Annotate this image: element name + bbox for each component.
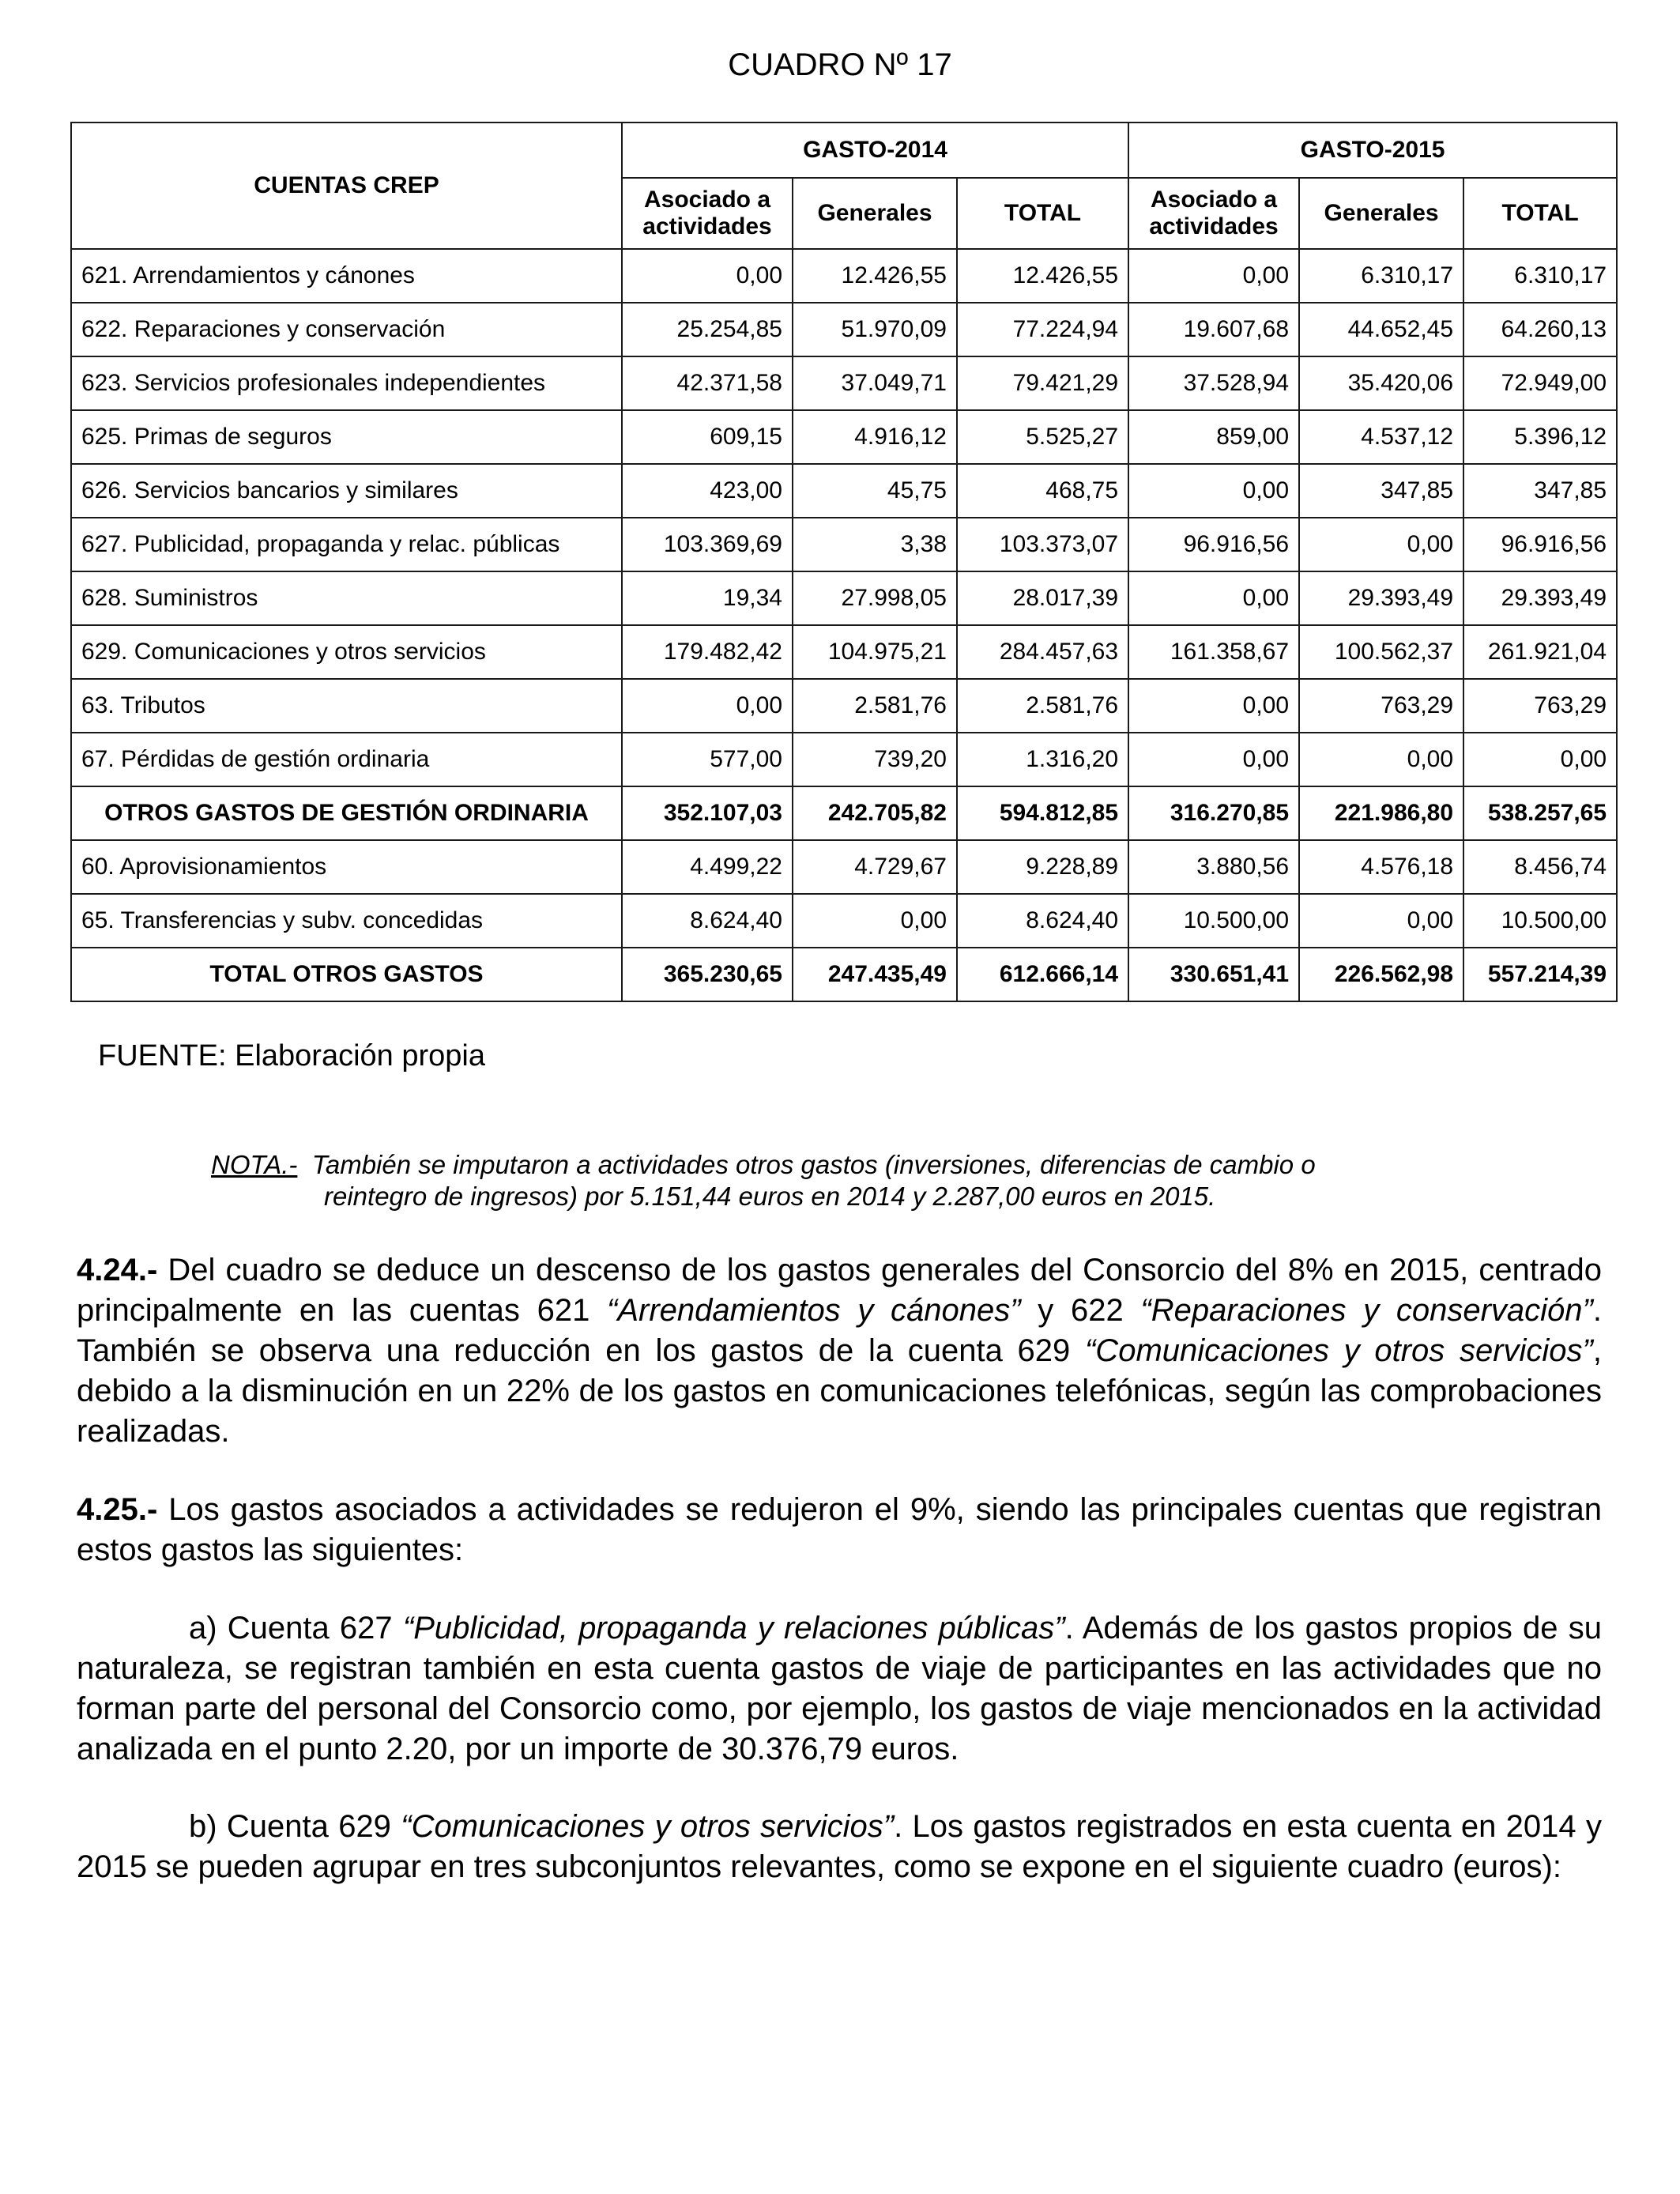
table-row <box>71 679 1617 733</box>
row-value: 161.358,67 <box>1128 625 1299 679</box>
row-value: 352.107,03 <box>622 786 793 840</box>
row-value: 5.396,12 <box>1463 410 1617 464</box>
row-value: 0,00 <box>1128 571 1299 625</box>
paragraph-text: . Además de los gastos propios de su naturaleza, se registran también en esta cuenta gastos de viaje de participantes en las actividades que no forman parte del personal del Consorcio como, por ejemplo, los gastos de viaje mencionados en la actividad analizada en el punto 2.20, por un importe de 30.376,79 euros. <box>77 1611 1602 1766</box>
row-label: OTROS GASTOS DE GESTIÓN ORDINARIA <box>71 786 622 840</box>
row-value: 261.921,04 <box>1463 625 1617 679</box>
row-value: 77.224,94 <box>957 303 1128 356</box>
row-value: 2.581,76 <box>793 679 957 733</box>
row-value: 423,00 <box>622 464 793 518</box>
row-value: 8.624,40 <box>622 894 793 948</box>
row-value: 8.624,40 <box>957 894 1128 948</box>
subheader-associated-2014: Asociado a actividades <box>622 178 793 249</box>
paragraph-number: 4.25.- <box>77 1492 158 1527</box>
row-label: 65. Transferencias y subv. concedidas <box>71 894 622 948</box>
note-label: NOTA.- <box>211 1150 298 1179</box>
row-value: 0,00 <box>1299 894 1463 948</box>
row-value: 6.310,17 <box>1299 249 1463 303</box>
row-value: 100.562,37 <box>1299 625 1463 679</box>
row-value: 27.998,05 <box>793 571 957 625</box>
row-value: 0,00 <box>1299 518 1463 571</box>
row-value: 2.581,76 <box>957 679 1128 733</box>
row-value: 4.916,12 <box>793 410 957 464</box>
table-row <box>71 410 1617 464</box>
row-value: 4.499,22 <box>622 840 793 894</box>
row-value: 0,00 <box>622 249 793 303</box>
row-label: 623. Servicios profesionales independientes <box>71 356 622 410</box>
paragraph-4-25 <box>77 1490 1602 1570</box>
row-value: 10.500,00 <box>1463 894 1617 948</box>
row-value: 763,29 <box>1299 679 1463 733</box>
row-value: 19.607,68 <box>1128 303 1299 356</box>
paragraph-quote: “Publicidad, propaganda y relaciones públicas” <box>402 1611 1065 1646</box>
row-value: 347,85 <box>1463 464 1617 518</box>
row-value: 0,00 <box>622 679 793 733</box>
subheader-total-2014: TOTAL <box>957 178 1128 249</box>
row-value: 103.373,07 <box>957 518 1128 571</box>
table-row <box>71 625 1617 679</box>
subheader-general-2014: Generales <box>793 178 957 249</box>
page-title: CUADRO Nº 17 <box>728 47 952 82</box>
account-column-header: CUENTAS CREP <box>71 123 622 249</box>
group-header-2015: GASTO-2015 <box>1128 123 1617 178</box>
row-label: 628. Suministros <box>71 571 622 625</box>
group-header-2014: GASTO-2014 <box>622 123 1128 178</box>
row-value: 29.393,49 <box>1299 571 1463 625</box>
paragraph-item-a <box>77 1608 1602 1770</box>
row-value: 37.528,94 <box>1128 356 1299 410</box>
source-note: FUENTE: Elaboración propia <box>98 1039 485 1072</box>
row-label: 621. Arrendamientos y cánones <box>71 249 622 303</box>
table-row <box>71 518 1617 571</box>
row-value: 0,00 <box>1128 733 1299 786</box>
table-row <box>71 840 1617 894</box>
table-row <box>71 249 1617 303</box>
row-value: 12.426,55 <box>957 249 1128 303</box>
row-value: 179.482,42 <box>622 625 793 679</box>
row-value: 6.310,17 <box>1463 249 1617 303</box>
row-value: 316.270,85 <box>1128 786 1299 840</box>
paragraph-text: , debido a la disminución en un 22% de los gastos en comunicaciones telefónicas, según las comprobaciones realizadas. <box>77 1333 1602 1449</box>
row-value: 45,75 <box>793 464 957 518</box>
row-value: 226.562,98 <box>1299 948 1463 1001</box>
row-value: 5.525,27 <box>957 410 1128 464</box>
table-row <box>71 571 1617 625</box>
row-value: 29.393,49 <box>1463 571 1617 625</box>
row-value: 538.257,65 <box>1463 786 1617 840</box>
row-value: 42.371,58 <box>622 356 793 410</box>
row-value: 8.456,74 <box>1463 840 1617 894</box>
row-value: 557.214,39 <box>1463 948 1617 1001</box>
paragraph-text: a) Cuenta 627 <box>189 1611 403 1646</box>
row-label: 67. Pérdidas de gestión ordinaria <box>71 733 622 786</box>
row-value: 3.880,56 <box>1128 840 1299 894</box>
table-row <box>71 303 1617 356</box>
row-value: 0,00 <box>1299 733 1463 786</box>
paragraph-number: 4.24.- <box>77 1253 158 1287</box>
table-row <box>71 356 1617 410</box>
subheader-general-2015: Generales <box>1299 178 1463 249</box>
row-value: 25.254,85 <box>622 303 793 356</box>
row-label: TOTAL OTROS GASTOS <box>71 948 622 1001</box>
row-value: 4.576,18 <box>1299 840 1463 894</box>
row-value: 1.316,20 <box>957 733 1128 786</box>
row-label: 629. Comunicaciones y otros servicios <box>71 625 622 679</box>
row-value: 0,00 <box>1128 679 1299 733</box>
row-value: 0,00 <box>1463 733 1617 786</box>
row-value: 44.652,45 <box>1299 303 1463 356</box>
row-value: 96.916,56 <box>1128 518 1299 571</box>
table-row <box>71 733 1617 786</box>
paragraph-quote: “Reparaciones y conservación” <box>1140 1293 1593 1328</box>
row-value: 51.970,09 <box>793 303 957 356</box>
row-value: 28.017,39 <box>957 571 1128 625</box>
row-label: 63. Tributos <box>71 679 622 733</box>
row-value: 0,00 <box>1128 249 1299 303</box>
table-body <box>71 249 1617 1001</box>
row-value: 347,85 <box>1299 464 1463 518</box>
row-value: 612.666,14 <box>957 948 1128 1001</box>
row-value: 221.986,80 <box>1299 786 1463 840</box>
note-block <box>211 1149 1467 1212</box>
row-value: 37.049,71 <box>793 356 957 410</box>
row-value: 577,00 <box>622 733 793 786</box>
row-label: 627. Publicidad, propaganda y relac. públicas <box>71 518 622 571</box>
row-value: 96.916,56 <box>1463 518 1617 571</box>
subheader-total-2015: TOTAL <box>1463 178 1617 249</box>
row-value: 763,29 <box>1463 679 1617 733</box>
row-value: 0,00 <box>793 894 957 948</box>
row-value: 859,00 <box>1128 410 1299 464</box>
paragraph-4-24 <box>77 1250 1602 1452</box>
row-value: 242.705,82 <box>793 786 957 840</box>
table-row <box>71 894 1617 948</box>
paragraph-text: Los gastos asociados a actividades se redujeron el 9%, siendo las principales cuentas que registran estos gastos las siguientes: <box>77 1492 1602 1567</box>
row-value: 247.435,49 <box>793 948 957 1001</box>
expenses-table <box>70 122 1618 1002</box>
table-row <box>71 786 1617 840</box>
paragraph-text: Del cuadro se deduce un descenso de los gastos generales del Consorcio del 8% en 2015, centrado principalmente en las cuentas 621 <box>77 1253 1602 1328</box>
row-value: 19,34 <box>622 571 793 625</box>
row-label: 625. Primas de seguros <box>71 410 622 464</box>
table-row <box>71 948 1617 1001</box>
row-label: 626. Servicios bancarios y similares <box>71 464 622 518</box>
paragraph-text: b) Cuenta 629 <box>189 1809 401 1844</box>
paragraph-quote: “Arrendamientos y cánones” <box>607 1293 1021 1328</box>
paragraph-item-b <box>77 1807 1602 1887</box>
row-value: 79.421,29 <box>957 356 1128 410</box>
row-value: 10.500,00 <box>1128 894 1299 948</box>
row-value: 12.426,55 <box>793 249 957 303</box>
paragraph-quote: “Comunicaciones y otros servicios” <box>401 1809 895 1844</box>
row-label: 622. Reparaciones y conservación <box>71 303 622 356</box>
row-value: 739,20 <box>793 733 957 786</box>
row-value: 35.420,06 <box>1299 356 1463 410</box>
paragraph-text: . También se observa una reducción en los gastos de la cuenta 629 <box>77 1293 1602 1368</box>
table-row <box>71 464 1617 518</box>
subheader-associated-2015: Asociado a actividades <box>1128 178 1299 249</box>
row-value: 365.230,65 <box>622 948 793 1001</box>
row-value: 3,38 <box>793 518 957 571</box>
note-line-2: reintegro de ingresos) por 5.151,44 euros en 2014 y 2.287,00 euros en 2015. <box>324 1182 1216 1211</box>
row-value: 468,75 <box>957 464 1128 518</box>
row-value: 609,15 <box>622 410 793 464</box>
paragraph-text: y 622 <box>1020 1293 1141 1328</box>
note-line-1: También se imputaron a actividades otros gastos (inversiones, diferencias de cambio o <box>311 1150 1316 1179</box>
row-value: 72.949,00 <box>1463 356 1617 410</box>
row-value: 9.228,89 <box>957 840 1128 894</box>
row-value: 330.651,41 <box>1128 948 1299 1001</box>
row-value: 0,00 <box>1128 464 1299 518</box>
row-value: 284.457,63 <box>957 625 1128 679</box>
row-label: 60. Aprovisionamientos <box>71 840 622 894</box>
row-value: 64.260,13 <box>1463 303 1617 356</box>
row-value: 594.812,85 <box>957 786 1128 840</box>
row-value: 4.729,67 <box>793 840 957 894</box>
row-value: 103.369,69 <box>622 518 793 571</box>
paragraph-quote: “Comunicaciones y otros servicios” <box>1084 1333 1593 1368</box>
row-value: 104.975,21 <box>793 625 957 679</box>
row-value: 4.537,12 <box>1299 410 1463 464</box>
paragraph-text: . Los gastos registrados en esta cuenta en 2014 y 2015 se pueden agrupar en tres subconjuntos relevantes, como se expone en el siguiente cuadro (euros): <box>77 1809 1602 1884</box>
